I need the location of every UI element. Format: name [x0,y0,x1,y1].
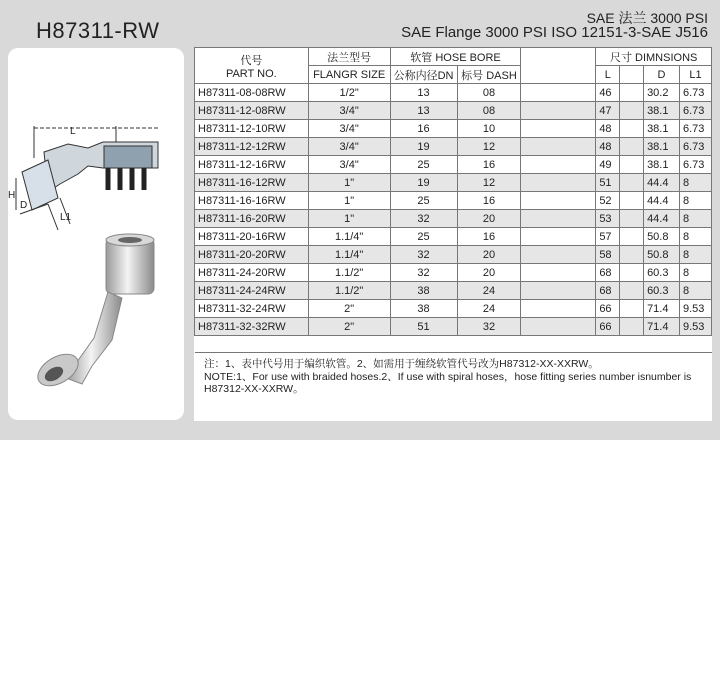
standard-title-en: SAE Flange 3000 PSI ISO 12151-3-SAE J516 [401,24,708,41]
cell-L: 53 [596,210,620,228]
cell-blank [620,210,644,228]
cell-dn: 32 [390,246,457,264]
product-image-panel [8,48,184,420]
cell-blank [620,138,644,156]
cell-D: 44.4 [644,210,680,228]
cell-L1: 6.73 [679,138,711,156]
cell-blank [620,246,644,264]
cell-blank [521,174,596,192]
cell-blank [620,192,644,210]
cell-flange-size: 3/4" [308,102,390,120]
col-flange-en: FLANGR SIZE [308,66,390,84]
cell-dn: 13 [390,102,457,120]
cell-L1: 6.73 [679,120,711,138]
cell-dash: 20 [457,246,521,264]
col-part-header [195,48,309,84]
col-L1: L1 [679,66,711,84]
cell-dn: 38 [390,282,457,300]
cell-L1: 8 [679,210,711,228]
table-row [195,246,712,264]
label-H: H [8,190,16,201]
cell-blank [521,84,596,102]
cell-flange-size: 1" [308,174,390,192]
cell-D: 71.4 [644,300,680,318]
cell-D: 60.3 [644,264,680,282]
col-dn: 公称内径DN [390,66,457,84]
col-dims: 尺寸 DIMNSIONS [596,48,712,66]
cell-L: 66 [596,318,620,336]
cell-flange-size: 1/2" [308,84,390,102]
cell-L: 68 [596,282,620,300]
cell-dn: 38 [390,300,457,318]
cell-dn: 19 [390,138,457,156]
fitting-drawing [8,48,184,420]
cell-dn: 25 [390,192,457,210]
standard-title-cn: SAE 法兰 3000 PSI [586,10,708,26]
cell-dash: 08 [457,84,521,102]
col-dash: 标号 DASH [457,66,521,84]
cell-dash: 20 [457,264,521,282]
cell-D: 38.1 [644,120,680,138]
table-row [195,84,712,102]
cell-dn: 25 [390,228,457,246]
table-row [195,264,712,282]
cell-flange-size: 1.1/4" [308,246,390,264]
cell-D: 50.8 [644,246,680,264]
cell-L: 49 [596,156,620,174]
cell-D: 44.4 [644,174,680,192]
cell-flange-size: 3/4" [308,138,390,156]
table-row [195,120,712,138]
fitting-photo [32,234,154,392]
cell-blank [620,228,644,246]
table-row [195,318,712,336]
table-row [195,156,712,174]
note-en-1: NOTE:1、For use with braided hoses.2、If use with spiral hoses，hose fitting series number isnumber is [204,370,692,383]
cell-blank [521,210,596,228]
spec-table-panel [194,47,712,421]
cell-blank [521,120,596,138]
model-number: H87311-RW [36,18,160,43]
cell-D: 38.1 [644,102,680,120]
cell-flange-size: 1.1/2" [308,264,390,282]
header-row-1 [195,48,712,66]
cell-blank [620,174,644,192]
cell-blank [521,192,596,210]
cell-flange-size: 1" [308,192,390,210]
cell-L1: 9.53 [679,300,711,318]
cell-blank [620,102,644,120]
cell-dash: 24 [457,282,521,300]
cell-blank [521,228,596,246]
note-en-2: H87312-XX-XXRW。 [204,383,304,395]
cell-L1: 8 [679,246,711,264]
col-hose-bore: 软管 HOSE BORE [390,48,521,66]
cell-part-no: H87311-24-20RW [195,264,309,282]
cell-dn: 25 [390,156,457,174]
cell-D: 50.8 [644,228,680,246]
table-row [195,174,712,192]
label-L1: L1 [60,212,72,223]
cell-dn: 13 [390,84,457,102]
blank-dim-col [620,66,644,84]
cell-L1: 6.73 [679,84,711,102]
cell-L: 48 [596,120,620,138]
blank-col-header [521,48,596,84]
cell-L: 51 [596,174,620,192]
cell-blank [521,300,596,318]
cell-dn: 32 [390,264,457,282]
cell-L: 47 [596,102,620,120]
cell-flange-size: 3/4" [308,120,390,138]
cell-L1: 8 [679,228,711,246]
cell-blank [620,282,644,300]
notes [204,358,704,396]
cell-D: 71.4 [644,318,680,336]
empty-row [195,336,712,353]
table-row [195,300,712,318]
cell-part-no: H87311-12-08RW [195,102,309,120]
cell-L: 57 [596,228,620,246]
cell-blank [521,282,596,300]
cell-part-no: H87311-32-24RW [195,300,309,318]
cell-part-no: H87311-24-24RW [195,282,309,300]
cell-D: 44.4 [644,192,680,210]
label-D: D [20,200,28,211]
cell-L1: 6.73 [679,102,711,120]
cell-dn: 16 [390,120,457,138]
cell-flange-size: 1" [308,210,390,228]
cell-blank [620,264,644,282]
cell-part-no: H87311-12-12RW [195,138,309,156]
col-part-en: PART NO. [225,67,277,80]
cell-dn: 51 [390,318,457,336]
cell-flange-size: 1.1/4" [308,228,390,246]
cell-blank [521,102,596,120]
cell-L: 52 [596,192,620,210]
cell-L1: 9.53 [679,318,711,336]
cell-part-no: H87311-20-20RW [195,246,309,264]
table-row [195,228,712,246]
col-D: D [644,66,680,84]
cell-D: 38.1 [644,156,680,174]
cell-dash: 20 [457,210,521,228]
cell-part-no: H87311-16-20RW [195,210,309,228]
col-L: L [596,66,620,84]
cell-blank [620,156,644,174]
cell-dash: 10 [457,120,521,138]
cell-dash: 24 [457,300,521,318]
cell-part-no: H87311-08-08RW [195,84,309,102]
cell-D: 38.1 [644,138,680,156]
col-part-cn: 代号 [240,54,263,67]
cell-part-no: H87311-32-32RW [195,318,309,336]
cell-blank [521,318,596,336]
cell-dash: 16 [457,192,521,210]
cell-L: 46 [596,84,620,102]
table-row [195,192,712,210]
cell-part-no: H87311-16-16RW [195,192,309,210]
cell-dash: 32 [457,318,521,336]
cell-flange-size: 2" [308,318,390,336]
cell-D: 60.3 [644,282,680,300]
cell-flange-size: 1.1/2" [308,282,390,300]
table-row [195,282,712,300]
table-row [195,138,712,156]
cell-part-no: H87311-12-16RW [195,156,309,174]
cell-L1: 8 [679,282,711,300]
cell-blank [620,300,644,318]
cell-L: 58 [596,246,620,264]
cell-L1: 8 [679,174,711,192]
cell-blank [521,264,596,282]
cell-L: 66 [596,300,620,318]
cell-part-no: H87311-20-16RW [195,228,309,246]
cell-L1: 6.73 [679,156,711,174]
label-L: L [70,126,76,137]
table-body [195,84,712,336]
cell-part-no: H87311-16-12RW [195,174,309,192]
cell-dash: 16 [457,228,521,246]
cell-dash: 16 [457,156,521,174]
cell-L1: 8 [679,264,711,282]
cell-blank [521,138,596,156]
cell-flange-size: 2" [308,300,390,318]
cell-blank [620,84,644,102]
cell-D: 30.2 [644,84,680,102]
cell-blank [521,246,596,264]
col-flange-cn: 法兰型号 [308,48,390,66]
cell-flange-size: 3/4" [308,156,390,174]
cell-blank [521,156,596,174]
spec-table [194,47,712,353]
cell-dn: 19 [390,174,457,192]
table-row [195,210,712,228]
cell-dn: 32 [390,210,457,228]
cell-L: 68 [596,264,620,282]
technical-drawing [16,126,158,230]
cell-L1: 8 [679,192,711,210]
cell-blank [620,318,644,336]
note-cn: 注：1、表中代号用于编织软管。2、如需用于缠绕软管代号改为H87312-XX-XXRW。 [204,358,599,370]
cell-dash: 08 [457,102,521,120]
table-row [195,102,712,120]
cell-part-no: H87311-12-10RW [195,120,309,138]
cell-L: 48 [596,138,620,156]
cell-blank [620,120,644,138]
cell-dash: 12 [457,174,521,192]
cell-dash: 12 [457,138,521,156]
